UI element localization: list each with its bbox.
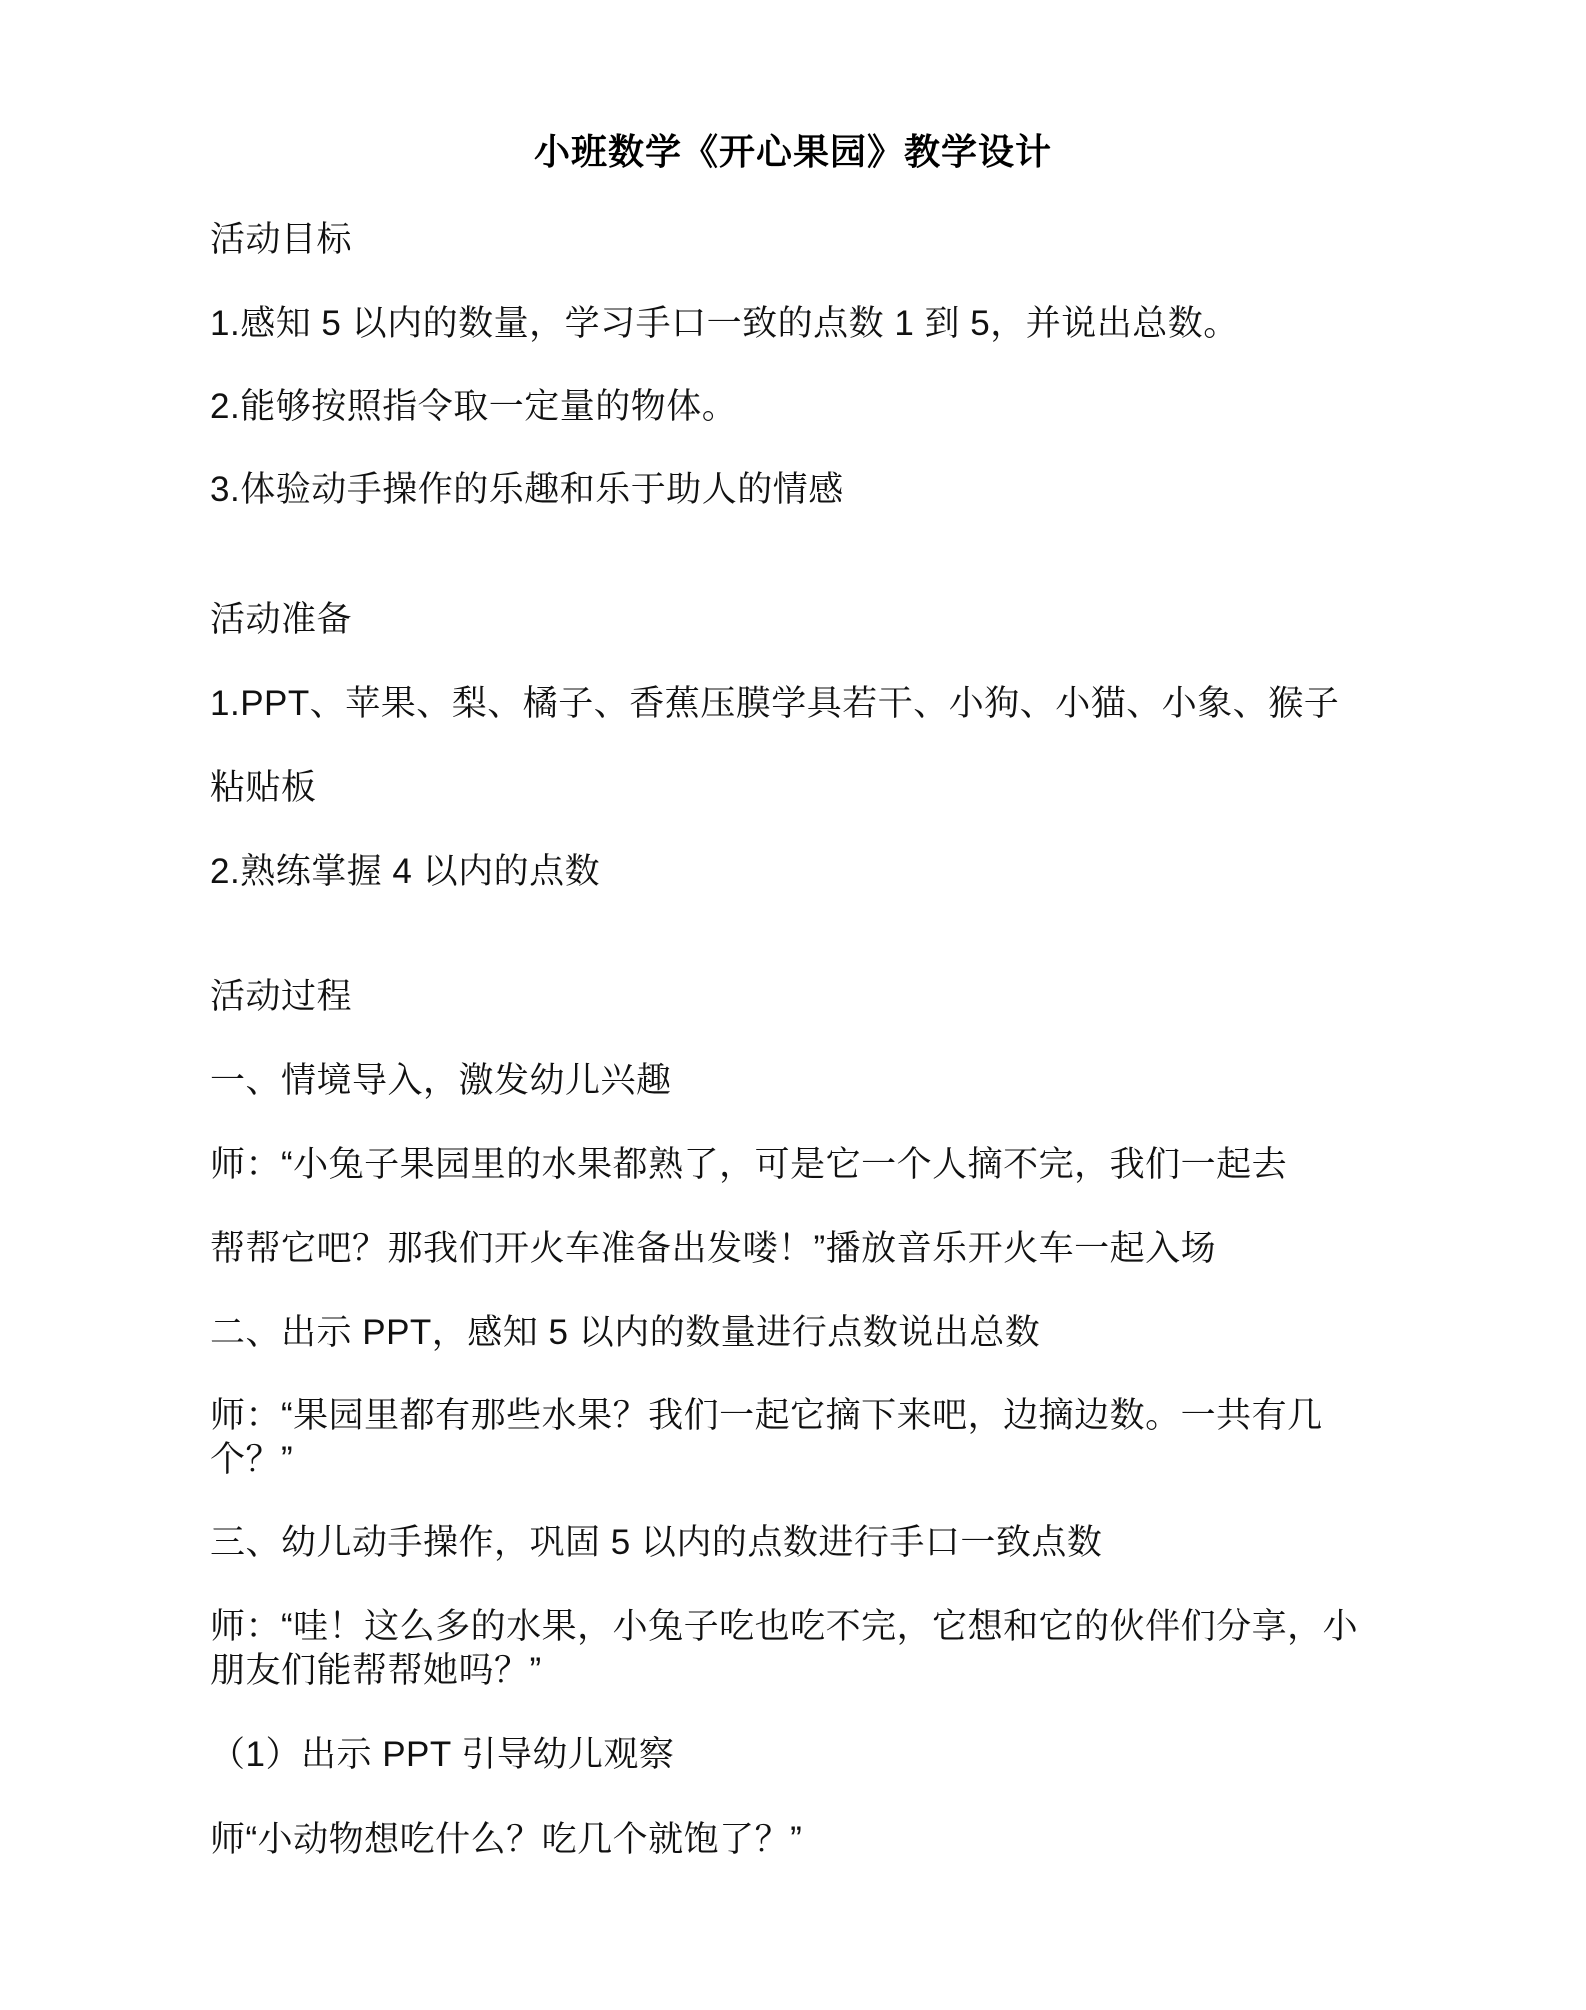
process-step-1-heading: 一、情境导入，激发幼儿兴趣 <box>210 1061 672 1100</box>
process-substep-1-dialogue: 师“小动物想吃什么？吃几个就饱了？” <box>210 1820 803 1859</box>
process-step-3-dialogue: 师：“哇！这么多的水果，小兔子吃也吃不完，它想和它的伙伴们分享，小朋友们能帮帮她吗？” <box>210 1607 1359 1690</box>
goal-item-2: 2.能够按照指令取一定量的物体。 <box>210 387 738 426</box>
process-step-3-heading: 三、幼儿动手操作，巩固 5 以内的点数进行手口一致点数 <box>210 1523 1103 1562</box>
goal-item-3: 3.体验动手操作的乐趣和乐于助人的情感 <box>210 470 844 509</box>
section-heading-preparation: 活动准备 <box>210 600 353 639</box>
preparation-item-1: 1.PPT、苹果、梨、橘子、香蕉压膜学具若干、小狗、小猫、小象、猴子 <box>210 684 1340 723</box>
preparation-item-1-cont: 粘贴板 <box>210 768 317 807</box>
process-step-1-dialogue: 师：“小兔子果园里的水果都熟了，可是它一个人摘不完，我们一起去 <box>210 1145 1288 1184</box>
process-substep-1: （1）出示 PPT 引导幼儿观察 <box>210 1735 675 1774</box>
preparation-item-2: 2.熟练掌握 4 以内的点数 <box>210 852 601 891</box>
goal-item-1: 1.感知 5 以内的数量，学习手口一致的点数 1 到 5，并说出总数。 <box>210 304 1239 343</box>
section-heading-process: 活动过程 <box>210 977 353 1016</box>
process-step-2-dialogue: 师：“果园里都有那些水果？我们一起它摘下来吧，边摘边数。一共有几个？” <box>210 1396 1323 1479</box>
section-heading-goals: 活动目标 <box>210 220 353 259</box>
process-step-1-dialogue-cont: 帮帮它吧？那我们开火车准备出发喽！”播放音乐开火车一起入场 <box>210 1229 1217 1268</box>
document-title: 小班数学《开心果园》教学设计 <box>533 132 1052 172</box>
process-step-2-heading: 二、出示 PPT，感知 5 以内的数量进行点数说出总数 <box>210 1313 1041 1352</box>
